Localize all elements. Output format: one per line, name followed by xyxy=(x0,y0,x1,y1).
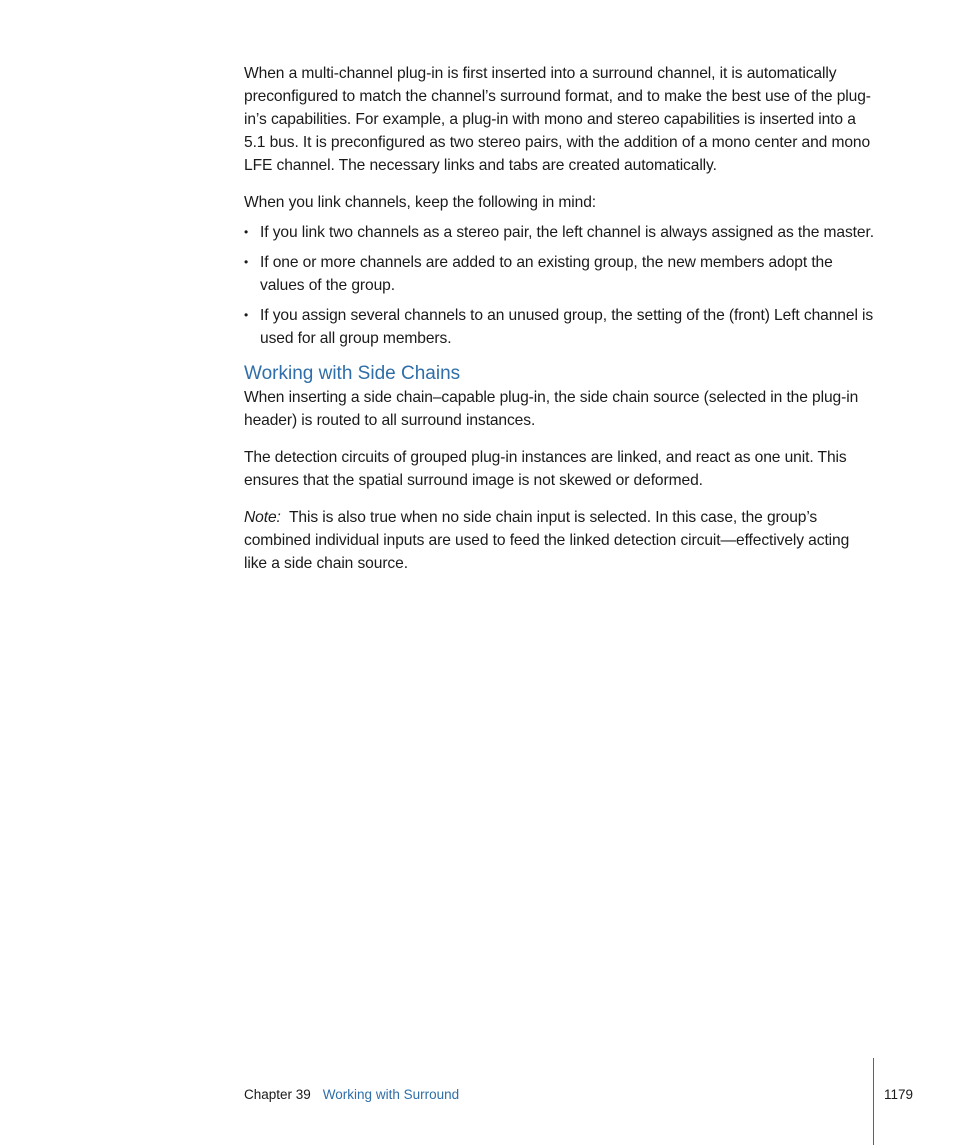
footer-divider xyxy=(873,1058,874,1145)
page-number: 1179 xyxy=(884,1087,914,1102)
intro-paragraph: When a multi-channel plug-in is first inserted into a surround channel, it is automatically preconfigured to match the channel’s surround format, and to make the best use of the plug-in’s capabilities. For example, a plug-in with mono and stereo capabilities is inserted into a 5.1 bus. It is preconfigured as two stereo pairs, with the addition of a mono center and mono LFE channel. The necessary links and tabs are created automatically. xyxy=(244,65,871,174)
list-item xyxy=(244,304,876,350)
list-item-text: If one or more channels are added to an existing group, the new members adopt the values of the group. xyxy=(260,254,833,294)
link-lead-paragraph: When you link channels, keep the following in mind: xyxy=(244,194,597,211)
page-content xyxy=(244,62,876,589)
detection-paragraph: The detection circuits of grouped plug-in instances are linked, and react as one unit. This ensures that the spatial surround image is not skewed or deformed. xyxy=(244,449,847,489)
bullet-icon: • xyxy=(244,308,249,322)
bullet-icon: • xyxy=(244,225,249,239)
link-rules-list xyxy=(244,221,876,350)
list-item-text: If you link two channels as a stereo pair, the left channel is always assigned as the master. xyxy=(260,224,874,241)
bullet-icon: • xyxy=(244,255,249,269)
note-text: This is also true when no side chain input is selected. In this case, the group’s combined individual inputs are used to feed the linked detection circuit—effectively acting like a side chain source. xyxy=(244,509,850,572)
note-label: Note: xyxy=(244,509,281,526)
side-chain-paragraph: When inserting a side chain–capable plug-in, the side chain source (selected in the plug-in header) is routed to all surround instances. xyxy=(244,389,859,429)
page-footer xyxy=(244,1086,459,1104)
note-paragraph xyxy=(244,506,876,575)
list-item xyxy=(244,251,876,297)
section-heading: Working with Side Chains xyxy=(244,363,461,384)
list-item-text: If you assign several channels to an unused group, the setting of the (front) Left channel is used for all group members. xyxy=(260,307,874,347)
list-item xyxy=(244,221,876,244)
chapter-label: Chapter 39 xyxy=(244,1087,311,1102)
chapter-title: Working with Surround xyxy=(322,1087,460,1102)
